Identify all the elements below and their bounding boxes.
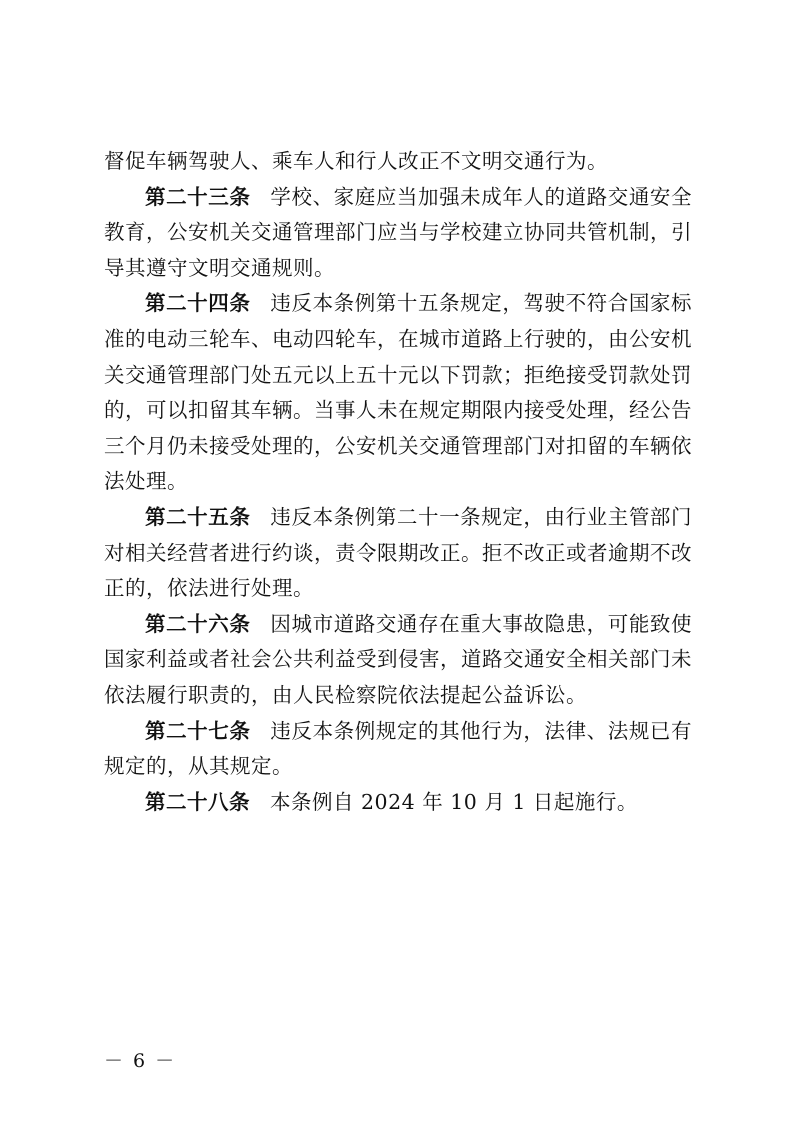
article-text: 违反本条例规定的其他行为，法律、法规已有规定的，从其规定。 — [104, 718, 693, 779]
article-text: 违反本条例第十五条规定，驾驶不符合国家标准的电动三轮车、电动四轮车，在城市道路上行驶的，由公安机关交通管理部门处五元以上五十元以下罚款；拒绝接受罚款处罚的，可以扣留其车辆。当事人未在规定期限内接受处理，经公告三个月仍未接受处理的，公安机关交通管理部门对扣留的车辆依法处理。 — [104, 291, 693, 494]
article-27 — [104, 714, 692, 785]
paragraph-continuation: 督促车辆驾驶人、乘车人和行人改正不文明交通行为。 — [104, 149, 608, 173]
article-number: 第二十八条 — [145, 789, 250, 814]
article-number: 第二十六条 — [145, 611, 251, 636]
article-number: 第二十四条 — [145, 291, 251, 316]
article-24 — [104, 286, 692, 500]
article-text: 因城市道路交通存在重大事故隐患，可能致使国家利益或者社会公共利益受到侵害，道路交通安全相关部门未依法履行职责的，由人民检察院依法提起公益诉讼。 — [104, 611, 693, 707]
article-26 — [104, 607, 692, 714]
article-number: 第二十七条 — [145, 718, 251, 743]
article-text: 违反本条例第二十一条规定，由行业主管部门对相关经营者进行约谈，责令限期改正。拒不改正或者逾期不改正的，依法进行处理。 — [104, 504, 693, 601]
article-text: 学校、家庭应当加强未成年人的道路交通安全教育，公安机关交通管理部门应当与学校建立协同共管机制，引导其遵守文明交通规则。 — [104, 184, 693, 280]
article-number: 第二十五条 — [145, 504, 251, 529]
article-28 — [104, 785, 692, 821]
page-number: － 6 － — [104, 1050, 177, 1072]
document-body — [104, 144, 692, 820]
article-number: 第二十三条 — [145, 184, 251, 209]
article-25 — [104, 500, 692, 607]
article-text: 本条例自 2024 年 10 月 1 日起施行。 — [270, 789, 638, 814]
article-23 — [104, 180, 692, 287]
